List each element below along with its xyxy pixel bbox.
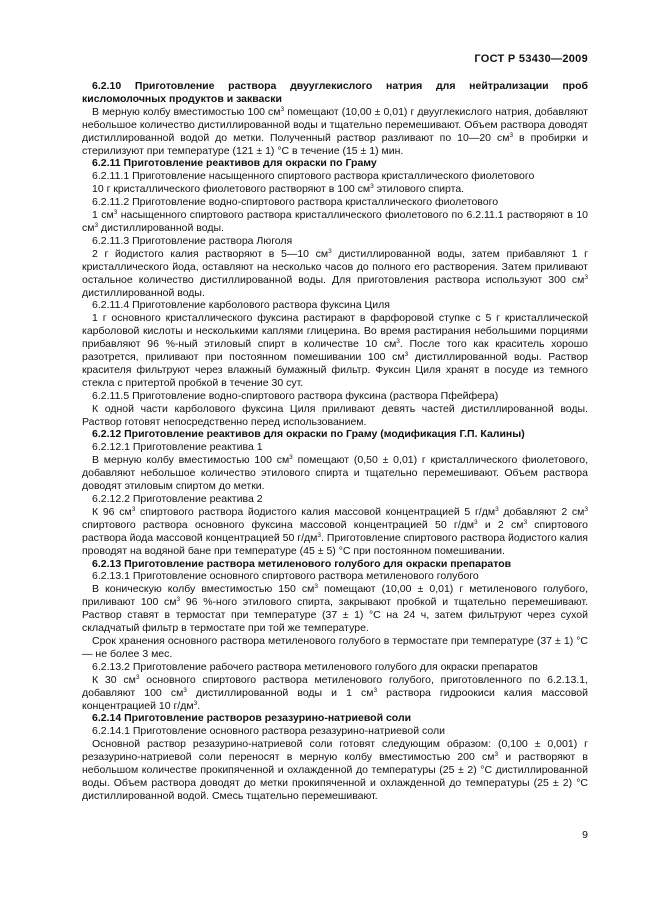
superscript: 3	[176, 596, 181, 604]
paragraph	[82, 235, 588, 248]
text-run: основного спиртового раствора метиленового голубого, приготовленного по 6.2.13.1, добавляют 100 см	[82, 673, 588, 699]
superscript: 3	[373, 686, 378, 694]
paragraph	[82, 454, 588, 493]
text-run: 6.2.13 Приготовление раствора метиленового голубого для окраски препаратов	[92, 557, 512, 570]
text-run: спиртового раствора йодистого калия массовой концентрацией 5 г/дм	[135, 505, 496, 518]
paragraph	[82, 635, 588, 661]
text-run: раствора гидроокиси калия массовой концентрацией 10 г/дм	[82, 686, 588, 712]
section-heading	[82, 157, 588, 170]
text-run: дистиллированной воды, затем прибавляют 1 г кристаллического йода, оставляют на несколько часов до полного его растворения. Затем приливают остальное количество дистиллированной воды. Для приготовления раствора используют 300 см	[82, 247, 588, 286]
text-run: дистиллированной воды. Раствор красителя фильтруют через влажный бумажный фильтр. Фуксин Циля хранят в посуде из темного стекла с притертой пробкой в течение 30 сут.	[82, 351, 588, 389]
text-run: дистиллированной воды.	[98, 221, 224, 234]
paragraph	[82, 170, 588, 183]
text-run: К 96 см	[92, 505, 132, 518]
superscript: 3	[396, 338, 400, 346]
text-run: помещают (10,00 ± 0,01) г метиленового голубого, приливают 100 см	[82, 583, 589, 609]
paragraph	[82, 403, 588, 429]
paragraph	[82, 106, 588, 158]
paragraph	[82, 661, 588, 674]
superscript: 3	[317, 531, 322, 539]
paragraph	[82, 248, 588, 300]
paragraph	[82, 738, 588, 803]
superscript: 3	[370, 183, 374, 191]
text-run: спиртового раствора йода массовой концентрацией 50 г/дм	[82, 518, 588, 544]
superscript: 3	[328, 247, 332, 255]
text-run: В мерную колбу вместимостью 100 см	[92, 105, 281, 118]
paragraph	[82, 674, 588, 713]
superscript: 3	[193, 699, 198, 707]
text-run: К 30 см	[92, 673, 136, 686]
text-run: 6.2.11.5 Приготовление водно-спиртового раствора фуксина (раствора Пфейфера)	[92, 389, 499, 402]
superscript: 3	[404, 351, 409, 359]
text-run: дистиллированной воды и 1 см	[186, 686, 374, 699]
page-number: 9	[582, 829, 588, 841]
text-run: помещают (0,50 ± 0,01) г кристаллического фиолетового, добавляют небольшое количество этилового спирта и тщательно перемешивают. Объем раствора доводят этиловым спиртом до метки.	[82, 454, 588, 493]
section-heading	[82, 80, 588, 106]
text-run: 6.2.11.4 Приготовление карболового раствора фуксина Циля	[92, 299, 390, 312]
paragraph	[82, 183, 588, 196]
paragraph	[82, 493, 588, 506]
text-run: Основной раствор резазурино-натриевой соли готовят следующим образом: (0,100 ± 0,001) г резазурино-натриевой соли переносят в мерную колбу вместимостью 200 см	[82, 738, 588, 764]
superscript: 3	[131, 505, 136, 513]
section-heading	[82, 428, 588, 441]
text-run: 6.2.11.1 Приготовление насыщенного спиртового раствора кристаллического фиолетового	[92, 170, 535, 183]
paragraph	[82, 312, 588, 389]
text-run: 6.2.12.2 Приготовление реактива 2	[92, 493, 263, 505]
text-run: 10 г кристаллического фиолетового растворяют в 100 см	[92, 183, 371, 196]
superscript: 3	[495, 505, 499, 513]
text-run: 1 г основного кристаллического фуксина растирают в фарфоровой ступке с 5 г кристаллической карболовой кислоты и несколькими каплями глицерина. Во время растирания небольшими порциями прибавляют 96 %-ный этиловый спирт в количестве 10 см	[82, 312, 588, 351]
text-run: В коническую колбу вместимостью 150 см	[92, 583, 315, 596]
superscript: 3	[280, 105, 285, 113]
text-run: 6.2.11.2 Приготовление водно-спиртового раствора кристаллического фиолетового	[92, 196, 499, 209]
text-run: добавляют 2 см	[498, 505, 585, 518]
paragraph	[82, 390, 588, 403]
superscript: 3	[584, 273, 588, 281]
paragraph	[82, 196, 588, 209]
paragraph	[82, 209, 588, 235]
text-run: 6.2.14.1 Приготовление основного раствора резазурино-натриевой соли	[92, 725, 445, 738]
paragraph	[82, 299, 588, 312]
text-run: 6.2.13.2 Приготовление рабочего раствора метиленового голубого для окраски препаратов	[92, 660, 538, 673]
text-run: помещают (10,00 ± 0,01) г двууглекислого натрия, добавляют небольшое количество дистиллированной воды и тщательно перемешивают. Объем раствора доводят дистиллированной водой до метки. Полученный раствор разливают по 10—20 см	[82, 105, 588, 144]
text-run: спиртового раствора основного фуксина массовой концентрацией 50 г/дм	[82, 518, 474, 531]
text-run: . После того как краситель хорошо разотрется, приливают при постоянном помешивании 100 см	[82, 338, 588, 364]
section-heading	[82, 712, 588, 725]
text-run: 1 см	[92, 209, 114, 222]
standard-header: ГОСТ Р 53430—2009	[474, 53, 588, 65]
text-run: В мерную колбу вместимостью 100 см	[92, 454, 290, 467]
text-run: 6.2.12 Приготовление реактивов для окраски по Граму (модификация Г.П. Калины)	[92, 428, 525, 441]
text-run: этилового спирта.	[373, 183, 465, 196]
superscript: 3	[584, 505, 588, 513]
text-run: дистиллированной воды.	[82, 286, 205, 299]
text-run: .	[197, 699, 201, 712]
text-run: . Приготовление спиртового раствора йодистого калия проводят на водяной бане при температуре (45 ± 5) °С при постоянном помешивании.	[82, 531, 588, 557]
paragraph	[82, 570, 588, 583]
text-run: 6.2.10 Приготовление раствора двууглекислого натрия для нейтрализации проб кисломолочных продуктов и закваски	[82, 80, 588, 105]
text-run: 6.2.14 Приготовление растворов резазурино-натриевой соли	[92, 712, 412, 725]
text-run: в пробирки и стерилизуют при температуре (121 ± 1) °С в течение (15 ± 1) мин.	[82, 131, 588, 157]
paragraph	[82, 583, 588, 635]
superscript: 3	[509, 131, 514, 139]
superscript: 3	[494, 751, 499, 759]
text-run: 96 %-ного этилового спирта, закрывают пробкой и тщательно перемешивают. Раствор ставят в термостат при температуре (37 ± 1) °С на 24 ч, затем фильтруют через сухой складчатый фильтр в термостате при той же температуре.	[82, 596, 588, 635]
text-run: насыщенного спиртового раствора кристаллического фиолетового по 6.2.11.1 растворяют в 10 см	[82, 209, 588, 234]
document-body	[82, 80, 588, 803]
text-run: 6.2.11 Приготовление реактивов для окраски по Граму	[92, 157, 377, 170]
superscript: 3	[314, 583, 319, 591]
paragraph	[82, 441, 588, 454]
superscript: 3	[183, 686, 187, 694]
text-run: 6.2.12.1 Приготовление реактива 1	[92, 441, 263, 454]
section-heading	[82, 558, 588, 571]
superscript: 3	[94, 221, 99, 229]
paragraph	[82, 725, 588, 738]
text-run: и растворяют в небольшом количестве прокипяченной и охлажденной до температуры (25 ± 2) °С дистиллированной воды. Объем раствора доводят до метки прокипяченной и охлажденной до температуры (25 ± 2) °С дистиллированной водой. Смесь тщательно перемешивают.	[82, 751, 588, 802]
text-run: и 2 см	[477, 518, 524, 531]
superscript: 3	[135, 673, 140, 681]
text-run: 6.2.11.3 Приготовление раствора Люголя	[92, 234, 293, 247]
text-run: 2 г йодистого калия растворяют в 5—10 см	[92, 247, 329, 260]
paragraph	[82, 506, 588, 558]
superscript: 3	[289, 454, 293, 462]
text-run: Срок хранения основного раствора метиленового голубого в термостате при температуре (37 ± 1) °С — не более 3 мес.	[82, 634, 588, 660]
superscript: 3	[113, 209, 118, 217]
text-run: 6.2.13.1 Приготовление основного спиртового раствора метиленового голубого	[92, 570, 479, 583]
text-run: К одной части карболового фуксина Циля приливают девять частей дистиллированной воды. Раствор готовят непосредственно перед использованием.	[82, 402, 588, 428]
superscript: 3	[523, 518, 528, 526]
superscript: 3	[473, 518, 478, 526]
